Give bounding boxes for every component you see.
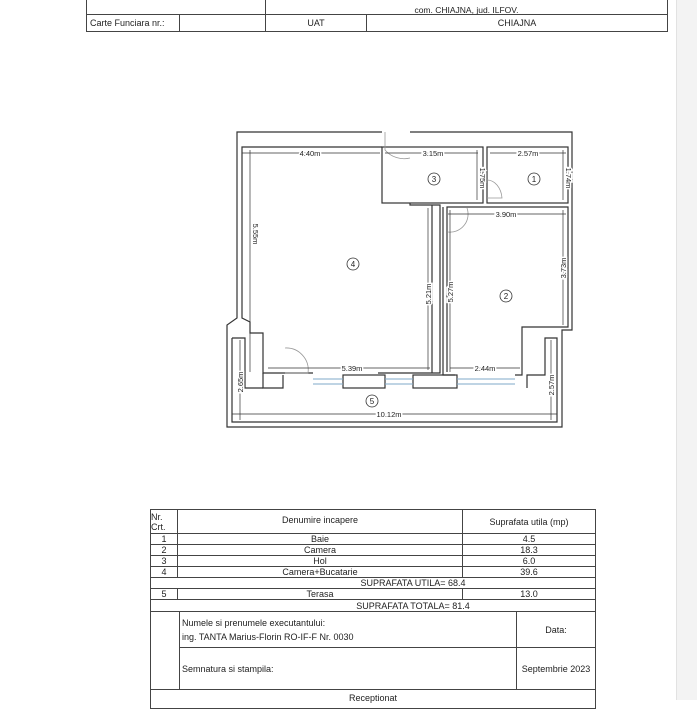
row-1-area: 4.5	[462, 533, 596, 545]
date-label: Data:	[516, 611, 596, 648]
header-name: Denumire incapere	[177, 509, 463, 534]
room-number-3: 3	[431, 175, 437, 184]
received-label: Receptionat	[150, 689, 596, 709]
dim-3-15: 3.15m	[422, 149, 444, 158]
outer-wall	[227, 132, 572, 427]
dim-3-73: 3.73m	[559, 257, 568, 279]
terrace-area: 13.0	[462, 588, 596, 600]
dim-3-90: 3.90m	[495, 210, 517, 219]
uat-value: CHIAJNA	[366, 14, 668, 32]
executant-cell	[179, 611, 517, 648]
row-2-name: Camera	[177, 544, 463, 556]
room-number-4: 4	[350, 260, 356, 269]
dim-10-12: 10.12m	[376, 410, 402, 419]
header-nr: Nr. Crt.	[150, 509, 178, 534]
grand-total: SUPRAFATA TOTALA= 81.4	[150, 599, 596, 612]
room2-walls	[447, 207, 568, 375]
address-cell: com. CHIAJNA, jud. ILFOV.	[265, 0, 668, 15]
row-3-nr: 3	[150, 555, 178, 567]
row-4-nr: 4	[150, 566, 178, 578]
terrace-nr: 5	[150, 588, 178, 600]
row-2-area: 18.3	[462, 544, 596, 556]
executant-name: ing. TANTA Marius-Florin RO-IF-F Nr. 0030	[182, 631, 354, 642]
dim-4-40: 4.40m	[299, 149, 321, 158]
utila-total: SUPRAFATA UTILA= 68.4	[150, 577, 596, 589]
terrace-name: Terasa	[177, 588, 463, 600]
room-number-5: 5	[369, 397, 375, 406]
dim-5-27: 5.27m	[446, 281, 455, 303]
header-area: Suprafata utila (mp)	[462, 509, 596, 534]
row-2-nr: 2	[150, 544, 178, 556]
dim-1-75: 1.75m	[478, 167, 487, 189]
executant-label: Numele si prenumele executantului:	[182, 617, 326, 628]
dim-2-44: 2.44m	[474, 364, 496, 373]
dim-5-39: 5.39m	[341, 364, 363, 373]
row-3-name: Hol	[177, 555, 463, 567]
date-value: Septembrie 2023	[516, 647, 596, 690]
door-swings	[285, 132, 502, 373]
dim-5-21: 5.21m	[424, 283, 433, 305]
uat-label: UAT	[265, 14, 367, 32]
signature-label: Semnatura si stampila:	[179, 647, 517, 690]
blank-cell	[150, 611, 180, 690]
row-1-nr: 1	[150, 533, 178, 545]
dim-2-57-top: 2.57m	[517, 149, 539, 158]
room-number-2: 2	[503, 292, 509, 301]
dim-2-57-terrace: 2.57m	[547, 374, 556, 396]
row-4-area: 39.6	[462, 566, 596, 578]
row-1-name: Baie	[177, 533, 463, 545]
dim-2-65: 2.65m	[236, 371, 245, 393]
carte-funciara-label: Carte Funciara nr.:	[86, 14, 180, 32]
dim-1-74: 1.74m	[564, 167, 573, 189]
room-number-1: 1	[531, 175, 537, 184]
inner-wall-room4	[242, 147, 382, 373]
row-4-name: Camera+Bucatarie	[177, 566, 463, 578]
row-3-area: 6.0	[462, 555, 596, 567]
dim-5-55: 5.55m	[251, 223, 260, 245]
